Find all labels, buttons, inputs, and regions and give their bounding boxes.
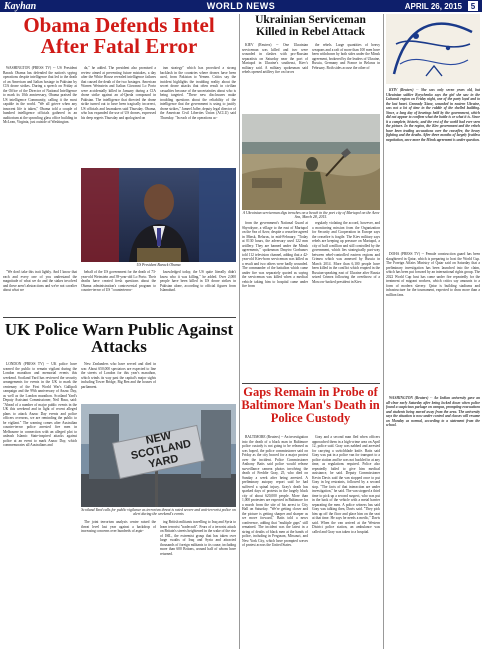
ukraine-headline: Ukrainian Serviceman Killed in Rebel Attack: [255, 14, 366, 38]
uk-col-1: [3, 362, 77, 648]
obama-col-3-text: ism strategy" which has provoked a strong backlash in the countries where drones have been used, from Pakistan to Yemen. Critics say the incident highlights the troubling reality about the secret drone attacks that often result in civilian casualties because of the uncertainties about who is being targeted. "These new disclosures make troubling questions about the reliability of the intelligence that the government is using to justify drone strikes," Jameel Jaffer, deputy legal director of the American Civil Liberties Union (ACLU) said Thursday. "In each of the operations ac-: [160, 66, 236, 120]
baltimore-col-2: [312, 435, 380, 648]
sidebar-col-2-text: DOHA (PRESS TV) -- Female construction guard has been slaughtered in Qatar, which is preparing to host the World Cup. The Foreign Affairs Ministry of Qatar said on Saturday that a preliminary investigation has been launched into the claim, which has been put forward by an international rights group. The 2022 World Cup host has come under fire repeatedly for the treatment of migrant workers, which critics say amounts to a form of modern slavery. Qatar is building stadiums and infrastructure for the tournament, expected to draw more than a million fans.: [386, 252, 480, 297]
obama-photo-caption: US President Barack Obama: [136, 263, 181, 267]
sidebar-col-3: [386, 396, 480, 648]
obama-col-1-text: WASHINGTON (PRESS TV) -- US President Barack Obama has defended the nation's spying operations despite intelligence that led to the death of an American and Italian hostage in Pakistan by CIA drone strikes. During a speech on Friday at the Office of the Director of National Intelligence to mark its 10th anniversary, Obama praised the US intelligence Community, calling it the most capable in the world. "We all grieve when any innocent life is taken," Obama told a couple of hundred intelligence officials gathered in an auditorium at the sprawling glass office building in McLean, Virginia, just outside of Washington.: [3, 66, 77, 124]
masthead-brand: Kayhan: [4, 0, 37, 12]
sidebar-artwork: [386, 14, 480, 84]
ukraine-photo: [242, 114, 380, 210]
obama-col-2b: [81, 270, 156, 314]
uk-col-1-text: LONDON (PRESS TV) -- UK police have warned the public to remain vigilant during the London marathon and memorial events this weekend. Scotland Yard has reviewed the security arrangements for events in the UK to mark the centenary of the First World War's Gallipoli campaign and the 99th anniversary of Anzac Day, as well as the London marathon. Scotland Yard's Deputy Assistant Commissioner, Neil Basu, said: "Ahead of a number of major public events in the UK this weekend and in light of recent alleged plans to attack Anzac Day events and police officers overseas, we are reminding the public to be vigilant." The warning comes after Australian counter-terror police arrested five men in Melbourne in connection with an alleged plot to unleash Islamic State-inspired attacks against police at an event to mark Anzac Day, which commemorates all Australians and: [3, 362, 77, 447]
masthead: [0, 0, 482, 12]
obama-col-2-text: da," he added. The president also promised a review aimed at preventing future mistakes, a day after the White House revealed intelligence failures that caused the death of the two hostages. American Warren Weinstein and Italian Giovanni Lo Porto were accidentally killed in January during a CIA drone strike against an al-Qaeda compound in Pakistan. The intelligence that directed the drone strike turned out to have been tragically incorrect, US officials and lawmakers said Thursday. Obama, who has expanded the use of US drones, expressed his deep regrets Thursday and apologized on: [81, 66, 156, 120]
uk-sign-text: NEW SCOTLAND YARD: [129, 429, 193, 471]
divider-ukraine-baltimore: [242, 383, 380, 384]
uk-headline: UK Police Warn Public Against Attacks: [4, 320, 234, 357]
sidebar-col-1: [386, 88, 480, 248]
obama-photo-image: [81, 168, 236, 262]
obama-col-3b: [160, 270, 236, 314]
baltimore-col-1: [242, 435, 308, 648]
uk-col-2-text: New Zealanders who have served and died in war. About 650,000 spectators are expected to line the streets of London for this year's marathon, which winds its way past the capital's major sights including Tower Bridge, Big Ben and the houses of parliament.: [81, 362, 156, 389]
obama-col-1b-text: "We don't take this trait lightly. And I know that each and every one of you understand the magnitude of what we do and the stakes involved and these aren't abstractions and we're not cavalier about what we: [3, 270, 77, 292]
uk-photo-caption: Scotland Yard calls for public vigilance as terrorism threat is rated severe and anti-terrorist police on alert during the weekend's events: [81, 508, 236, 517]
obama-col-2: [81, 66, 156, 166]
ukraine-col-2-text: the rebels. Large quantities of heavy weapons and a raft of more than 100 men have been withdrawn by both sides under the Minsk agreement, brokered by the leaders of Ukraine, Russia, Germany and France in Belarus in February. Both sides accuse the other of: [312, 43, 380, 70]
ukraine-col-2: [312, 43, 380, 111]
obama-col-1b: [3, 270, 77, 314]
masthead-section: WORLD NEWS: [206, 1, 276, 11]
sidebar-col-1-text: KYIV (Reuters) -- She was only seven years old, but Ukrainian soldier Kyrychenko says the girl she saw in the Luhansk region on Friday night, one of the party loyal and to the last heart. Gennady Xiaoe, wounded in eastern Ukraine, was not a lot of time in the rubble of the shelled building. Since, a long day of hearings held by the government, which did not appear to confirm what the battle is or what it is. Since it a complete, historic, and the rest of the world had ever seen the picture. In the region, the Kiev government and the rebels have been trading accusations over the ceasefire, the heavy fighting and the deaths. After three months of largely fruitless negotiation, once more the Minsk agreement is under question.: [386, 88, 480, 142]
baltimore-col-2-text: Gray and a second man fled when officers approached them in a high-crime area on April 12, police said. Gray was nabbed and arrested for carrying a switchblade knife. Batts said Gray was put in a police van for transport to a police station and he was not buckled in at any time, as regulations required. Police also repeatedly failed to give him medical assistance, he said. Deputy Commissioner Kevin Davis said the van stopped once to put Gray in leg restraints, followed by a second stop. "The facts of that interaction are under investigation," he said. The van stopped a third time to pick up a second suspect, who was put in the back of the vehicle with a metal barrier separating the men. A police witness has said Gray was talking then, Davis said. "They pick him up off the floor and place him on the seat at that time. He says he needs a medic," Davis said. When the van arrived at the Western District police station, an ambulance was called and Gray was taken to a hospital.: [312, 435, 380, 534]
divider-left-right: [239, 14, 240, 649]
obama-col-3: [160, 66, 236, 166]
ukraine-col-1b: [242, 221, 308, 381]
sidebar-col-2: [386, 252, 480, 392]
page-number: 5: [468, 1, 478, 11]
uk-col-2b-text: The joint terrorism analysis centre raised the threat level last year against a backdrop of increasing concerns over hundreds of aspir-: [81, 520, 156, 533]
divider-obama-uk: [3, 317, 236, 318]
uk-col-2: [81, 362, 156, 402]
uk-col-3-text: ing British militants travelling to Iraq and Syria to learn terrorist "tradecraft". Fears of a terrorist attack on Britain's streets heightened in the wake of the rise of ISIL, the extremist group that has taken over large swaths of Iraq and Syria and attracted thousands of foreign militants to its cause, including more than 600 Britons, around half of whom have returned.: [160, 520, 236, 556]
sidebar-artwork-image: [386, 14, 480, 84]
ukraine-col-1-text: KIEV (Reuters) -- One Ukrainian serviceman was killed and two were wounded in clashes with pro-Russian separatists on Saturday near the port of Mariupol in Ukraine's southeast, Kiev's military said. A military spokesman said rebels opened artillery fire on forces: [242, 43, 308, 74]
obama-photo: [81, 168, 236, 262]
obama-col-3b-text: knowledged today, the US quite literally didn't know who it was killing," he added. Over 2,000 people have been killed in US drone strikes in Pakistan alone, according to official figures from Islamabad.: [160, 270, 236, 292]
ukraine-col-2b: [312, 221, 380, 381]
obama-col-2b-text: behalf of the US government for the death of 73-year-old Weinstein and 39-year-old Lo Porto. Their deaths have created fresh questions about the Obama administration's controversial program to counter-terror of US "counterterror-: [81, 270, 156, 292]
ukraine-col-1b-text: from the government's National Guard at Shyrokyne, a village to the east of Mariupol on the Sea of Azov, despite a ceasefire agreed in Minsk, Belarus, in mid-February. "Today at 0130 hours, the adversary used 122 mm artillery. They are banned under the Minsk agreements," spokesman Dmytro Gorbunov told 112 television channel, adding that a 42-year-old Kiev-born serviceman was killed as a result and two others were badly wounded. The commander of the battalion which came under fire was separately quoted as saying the serviceman was killed when a medical vehicle taking him to hospital came under fire from: [242, 221, 308, 288]
baltimore-col-1-text: BALTIMORE (Reuters) -- An investigation into the death of a black man in Baltimore police custody is not going to be released as was hoped, the police commissioner said on Friday as the city braced for a major protest over the incident. Police Commissioner Anthony Batts said police would release surveillance camera photos involving the death of Freddie Gray, 25, who died on Sunday a week after being arrested. A preliminary autopsy report said he had suffered a spinal injury. Gray's death has sparked days of protests in the largely black city of about 620,000 people. More than 1,000 protesters are expected in Baltimore for a march from the site of his arrest to City Hall on Saturday. "We're getting closer and the picture is getting sharper and sharper as we move forward," Batts told a news conference, adding that "multiple gaps" still remained. The incident was the latest in a string of deaths of black men at the hands of police, including in Ferguson, Missouri, and New York City, which have prompted waves of protest across the United States.: [242, 435, 308, 547]
uk-col-2b: [81, 520, 156, 648]
divider-sidebar: [383, 14, 384, 649]
sidebar-col-3-text: WASHINGTON (Reuters) -- An Indian university gave an all-clear early Saturday after being locked down when police found a suspicious package on campus, prompting evacuations and students being moved away from the area. The university says the situation is now under control and classes will resume on Monday as normal, according to a statement from the school.: [386, 396, 480, 427]
obama-headline: Obama Defends Intel After Fatal Error: [23, 13, 215, 59]
ukraine-photo-image: [242, 114, 380, 210]
ukraine-col-2b-text: regularly violating the accord, however, and a monitoring mission from the Organization for Security and Cooperation in Europe says the ceasefire is fragile. The Kiev military says rebels are keeping up pressure on Mariupol, a city of half a million and still controlled by the government, which lies strategically part-way between rebel-controlled eastern regions and Crimea which was annexed by Russia in March 2014. More than 6,100 people have been killed in the conflict which erupted in the Russian-speaking east of Ukraine after Russia seized Crimea following the overthrow of a Moscow-backed president in Kiev.: [312, 221, 380, 284]
uk-photo: [81, 404, 236, 507]
masthead-date: APRIL 26, 2015: [404, 1, 462, 11]
baltimore-headline: Gaps Remain in Probe of Baltimore Man's Death in Police Custody: [241, 385, 380, 425]
ukraine-col-1: [242, 43, 308, 111]
ukraine-photo-caption: A Ukrainian serviceman digs trenches on a beach in the port city of Mariupol on the Azov Sea, March 28, 2015.: [242, 211, 380, 220]
uk-col-3: [160, 520, 236, 648]
